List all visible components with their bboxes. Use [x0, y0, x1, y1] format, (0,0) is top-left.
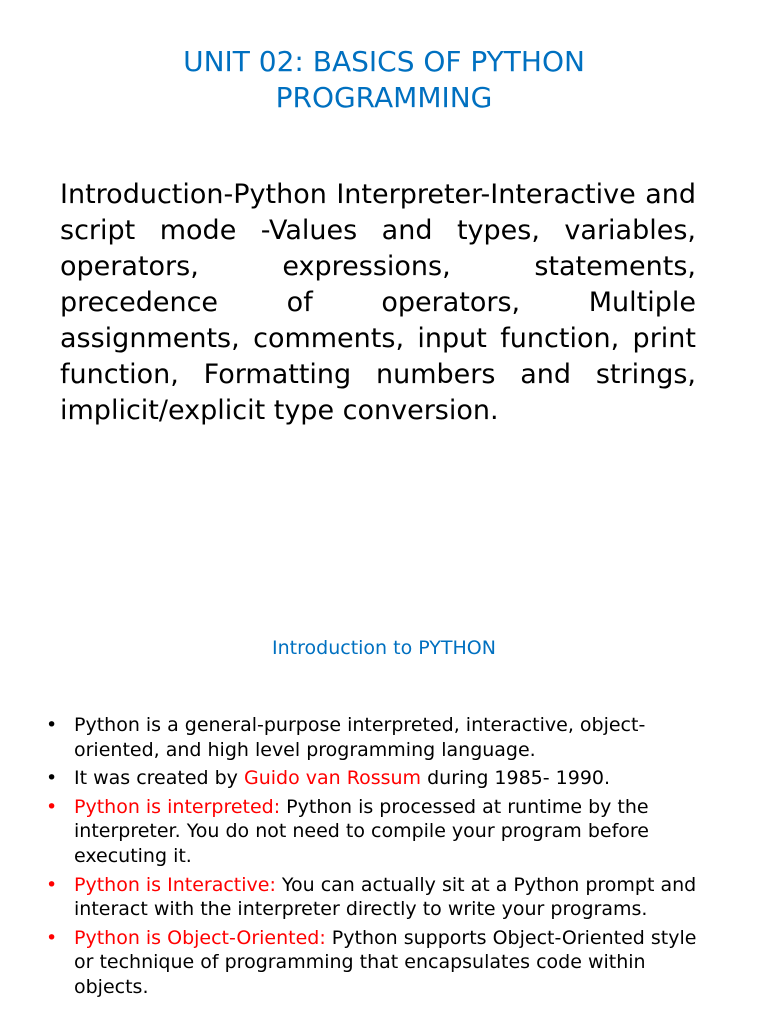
- page-title-line-2: PROGRAMMING: [275, 81, 493, 114]
- page-title: [0, 44, 768, 116]
- bullet-marker: •: [46, 873, 58, 896]
- bullet-text: Python is a general-purpose interpreted, interactive, object-oriented, and high level programming language.: [74, 714, 646, 761]
- bullet-marker: •: [46, 795, 58, 818]
- bullet-item-interpreted: [46, 795, 714, 869]
- page-title-line-1: UNIT 02: BASICS OF PYTHON: [183, 45, 585, 78]
- bullet-text: Python is processed at runtime by the interpreter. You do not need to compile your program before executing it.: [74, 795, 649, 867]
- bullet-highlight-label: Python is Interactive:: [74, 873, 276, 896]
- bullet-highlight-label: Python is Object-Oriented:: [74, 926, 326, 949]
- bullet-text-after: during 1985- 1990.: [421, 767, 611, 790]
- bullet-list: [46, 713, 714, 1004]
- bullet-marker: •: [46, 767, 58, 790]
- bullet-item-interactive: [46, 873, 714, 922]
- creator-name-highlight: Guido van Rossum: [243, 767, 422, 790]
- bullet-text: Python supports Object-Oriented style or technique of programming that encapsulates code within objects.: [74, 926, 697, 998]
- syllabus-paragraph: Introduction-Python Interpreter-Interactive and script mode -Values and types, variables, operators, expressions, statements, precedence of operators, Multiple assignments, comments, input function, print function, Formatting numbers and strings, implicit/explicit type conversion.: [60, 179, 696, 426]
- bullet-item-creator: [46, 766, 714, 791]
- bullet-text: You can actually sit at a Python prompt and interact with the interpreter directly to write your programs.: [74, 873, 697, 921]
- bullet-text-before: It was created by: [74, 767, 244, 790]
- bullet-marker: •: [46, 926, 58, 949]
- section-heading-introduction: Introduction to PYTHON: [272, 637, 496, 659]
- bullet-marker: •: [46, 714, 58, 736]
- bullet-item-object-oriented: [46, 926, 714, 1000]
- bullet-item-definition: [46, 713, 714, 762]
- bullet-highlight-label: Python is interpreted:: [74, 795, 281, 818]
